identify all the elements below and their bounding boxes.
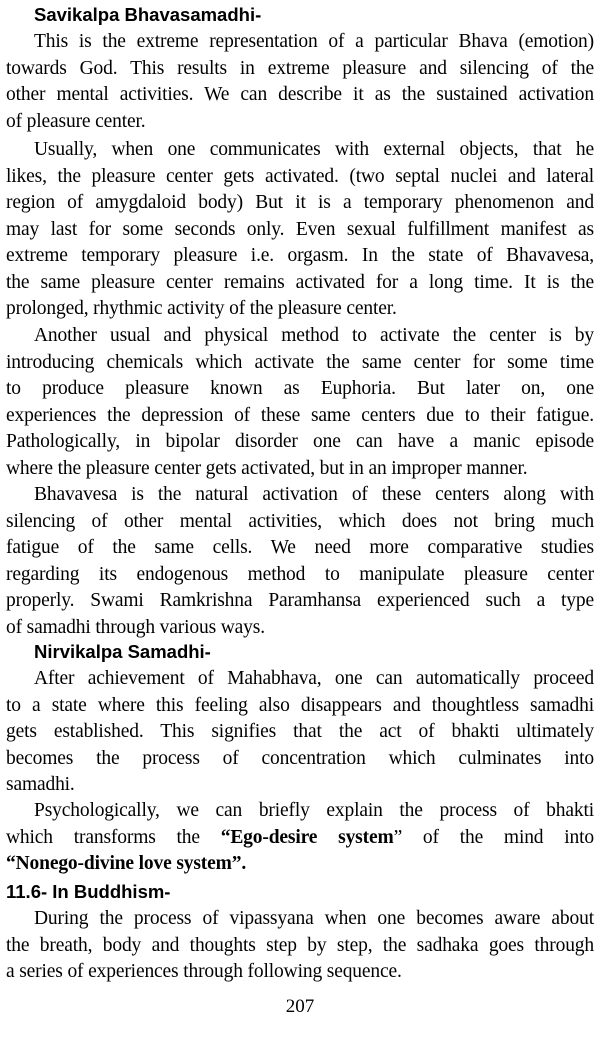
text-line: likes, the pleasure center gets activated. (two septal nuclei and lateral <box>6 165 594 187</box>
text-line: a series of experiences through following sequence. <box>6 961 402 982</box>
section-heading-savikalpa: Savikalpa Bhavasamadhi- <box>34 4 262 25</box>
text-line: may last for some seconds only. Even sexual fulfillment manifest as <box>6 218 594 240</box>
text-line: samadhi. <box>6 774 75 795</box>
text-line: extreme temporary pleasure i.e. orgasm. In the state of Bhavavesa, <box>6 245 594 266</box>
emphasis-ego-desire: “Ego-desire system <box>220 826 394 848</box>
text-line: Pathologically, in bipolar disorder one can have a manic episode <box>6 431 594 452</box>
paragraph-4 <box>6 482 594 641</box>
text-line: where the pleasure center gets activated, but in an improper manner. <box>6 457 528 479</box>
paragraph-6 <box>6 798 594 878</box>
paragraph-5 <box>6 666 594 799</box>
text-line: Psychologically, we can briefly explain the process of bhakti <box>34 800 594 821</box>
paragraph-1 <box>6 29 594 135</box>
text-line: becomes the process of concentration which culminates into <box>6 747 594 769</box>
section-heading-nirvikalpa: Nirvikalpa Samadhi- <box>34 641 211 662</box>
text-line <box>6 851 594 878</box>
text-line: During the process of vipassyana when one becomes aware about <box>34 908 594 929</box>
text-line: which transforms the “Ego-desire system” of the mind into <box>6 826 594 848</box>
paragraph-2 <box>6 137 594 323</box>
text-line: introducing chemicals which activate the same center for some time <box>6 351 594 373</box>
text-line: Bhavavesa is the natural activation of these centers along with <box>34 484 594 505</box>
text-line: Usually, when one communicates with external objects, that he <box>34 139 594 160</box>
text-line: gets established. This signifies that the act of bhakti ultimately <box>6 721 594 742</box>
text-line: prolonged, rhythmic activity of the pleasure center. <box>6 298 397 319</box>
text-line: Another usual and physical method to activate the center is by <box>34 325 594 346</box>
text-line: regarding its endogenous method to manipulate pleasure center <box>6 563 594 585</box>
text-line: other mental activities. We can describe it as the sustained activation <box>6 84 594 105</box>
section-heading-buddhism: 11.6- In Buddhism- <box>6 881 171 902</box>
text-line: the breath, body and thoughts step by step, the sadhaka goes through <box>6 934 594 956</box>
text-line: silencing of other mental activities, which does not bring much <box>6 510 594 532</box>
text-line: region of amygdaloid body) But it is a temporary phenomenon and <box>6 192 594 213</box>
text-line: experiences the depression of these same centers due to their fatigue. <box>6 404 594 426</box>
text-line: fatigue of the same cells. We need more comparative studies <box>6 537 594 558</box>
paragraph-3 <box>6 323 594 482</box>
text-line: of samadhi through various ways. <box>6 616 265 638</box>
text-line: This is the extreme representation of a particular Bhava (emotion) <box>34 31 594 52</box>
text-line: the same pleasure center remains activated for a long time. It is the <box>6 271 594 293</box>
paragraph-7 <box>6 906 594 986</box>
page-number: 207 <box>285 996 315 1017</box>
text-line: properly. Swami Ramkrishna Paramhansa experienced such a type <box>6 590 594 611</box>
text-line: towards God. This results in extreme pleasure and silencing of the <box>6 57 594 79</box>
text-line: to produce pleasure known as Euphoria. But later on, one <box>6 378 594 399</box>
text-line: to a state where this feeling also disappears and thoughtless samadhi <box>6 694 594 716</box>
text-line: of pleasure center. <box>6 110 146 132</box>
text-line: After achievement of Mahabhava, one can automatically proceed <box>34 668 594 689</box>
emphasis-nonego-divine: “Nonego-divine love system”. <box>6 853 247 874</box>
